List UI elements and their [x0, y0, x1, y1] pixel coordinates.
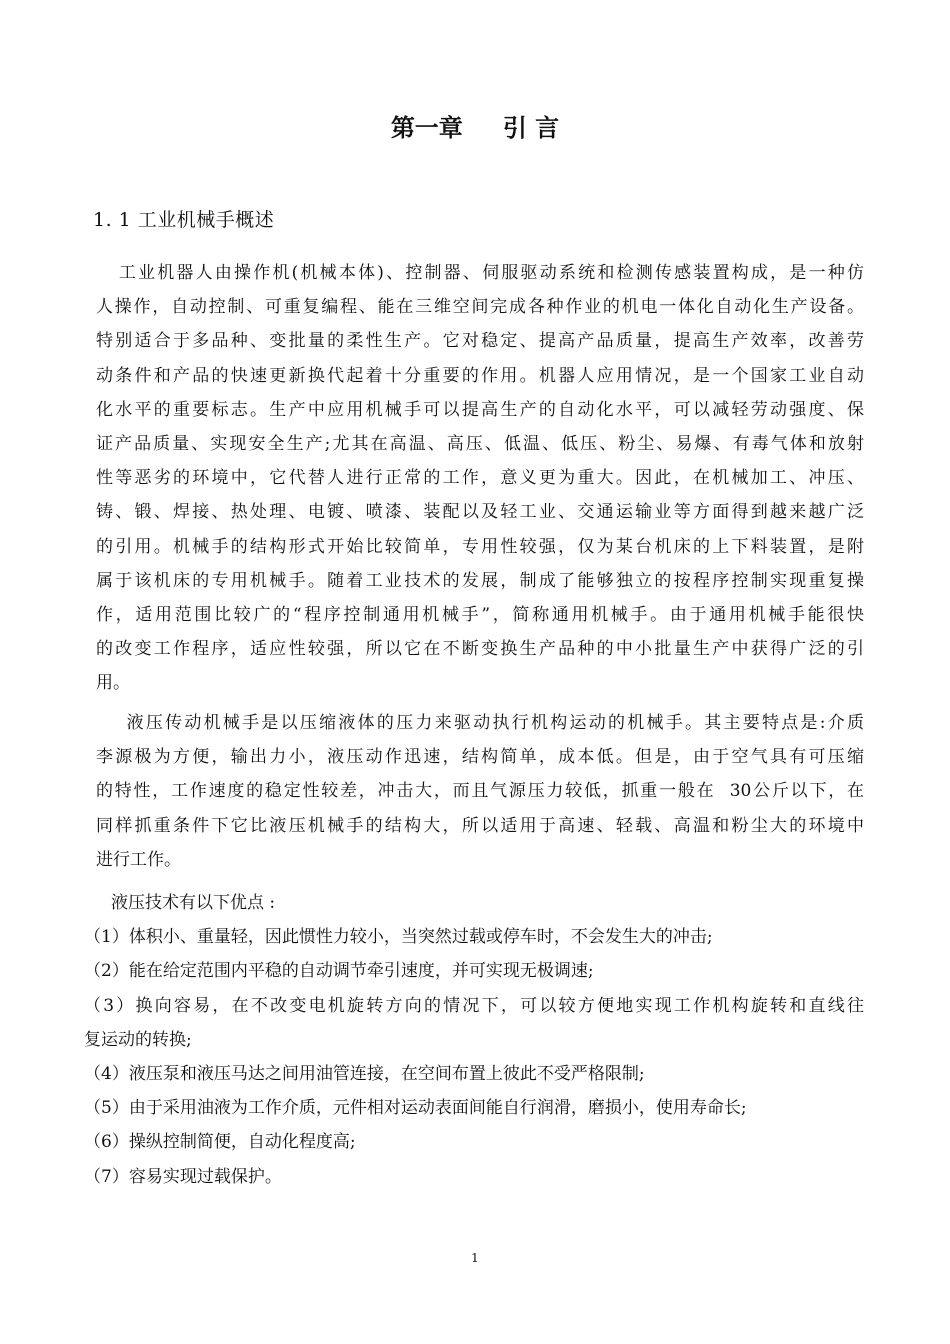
paragraph-line: 作，适用范围比较广的“程序控制通用机械手”，简称通用机械手。由于通用机械手能很快: [96, 604, 864, 625]
paragraph-line: 工业机器人由操作机(机械本体)、控制器、伺服驱动系统和检测传感装置构成，是一种仿: [96, 263, 864, 283]
list-item-continuation: 复运动的转换;: [84, 1029, 192, 1050]
paragraph-line: 进行工作。: [96, 849, 181, 870]
paragraph-line: 证产品质量、实现安全生产;尤其在高温、高压、低温、低压、粉尘、易爆、有毒气体和放射: [96, 433, 864, 454]
paragraph-line: 特别适合于多品种、变批量的柔性生产。它对稳定、提高产品质量，提高生产效率，改善劳: [96, 331, 864, 352]
paragraph-line: 液压传动机械手是以压缩液体的压力来驱动执行机构运动的机械手。其主要特点是:介质: [96, 713, 864, 733]
paragraph-line: 的引用。机械手的结构形式开始比较简单，专用性较强，仅为某台机床的上下料装置，是附: [96, 536, 864, 557]
list-item: （3）换向容易，在不改变电机旋转方向的情况下，可以较方便地实现工作机构旋转和直线往: [84, 995, 864, 1016]
paragraph-line: 性等恶劣的环境中，它代替人进行正常的工作，意义更为重大。因此，在机械加工、冲压、: [96, 468, 864, 489]
chapter-title: [0, 112, 950, 144]
paragraph-line: 铸、锻、焊接、热处理、电镀、喷漆、装配以及轻工业、交通运输业等方面得到越来越广泛: [96, 502, 864, 523]
paragraph-line: 动条件和产品的快速更新换代起着十分重要的作用。机器人应用情况，是一个国家工业自动: [96, 365, 864, 386]
section-title: 1. 1 工业机械手概述: [93, 209, 275, 231]
list-item: （5）由于采用油液为工作介质，元件相对运动表面间能自行润滑，磨损小，使用寿命长;: [84, 1098, 747, 1119]
list-item: （1）体积小、重量轻，因此惯性力较小，当突然过载或停车时，不会发生大的冲击;: [84, 927, 713, 948]
paragraph-line: 化水平的重要标志。生产中应用机械手可以提高生产的自动化水平，可以减轻劳动强度、保: [96, 399, 864, 420]
paragraph-line: 李源极为方便，输出力小，液压动作迅速，结构简单，成本低。但是，由于空气具有可压缩: [96, 747, 864, 768]
list-intro: 液压技术有以下优点 :: [84, 893, 276, 913]
list-item: （7）容易实现过载保护。: [84, 1166, 282, 1187]
paragraph-line: 同样抓重条件下它比液压机械手的结构大，所以适用于高速、轻载、高温和粉尘大的环境中: [96, 815, 864, 836]
page-number: 1: [471, 1251, 479, 1265]
paragraph-line: 人操作，自动控制、可重复编程、能在三维空间完成各种作业的机电一体化自动化生产设备。: [96, 297, 864, 318]
paragraph-line: 用。: [96, 673, 130, 694]
list-item: （2）能在给定范围内平稳的自动调节牵引速度，并可实现无极调速;: [84, 961, 594, 982]
paragraph-intro: [96, 256, 864, 700]
paragraph-line: 的改变工作程序，适应性较强，所以它在不断变换生产品种的中小批量生产中获得广泛的引: [96, 639, 864, 660]
paragraph-line: 属于该机床的专用机械手。随着工业技术的发展，制成了能够独立的按程序控制实现重复操: [96, 570, 864, 591]
list-item: （6）操纵控制简便，自动化程度高;: [84, 1132, 356, 1153]
paragraph-hydraulic: [96, 706, 864, 877]
paragraph-line: 的特性，工作速度的稳定性较差，冲击大，而且气源压力较低，抓重一般在 30公斤以下，在: [96, 781, 864, 802]
chapter-title-number: 第一章: [390, 114, 463, 142]
list-item: （4）液压泵和液压马达之间用油管连接，在空间布置上彼此不受严格限制;: [84, 1063, 645, 1084]
advantages-list: [84, 886, 864, 1194]
chapter-title-text: 引 言: [502, 114, 560, 142]
